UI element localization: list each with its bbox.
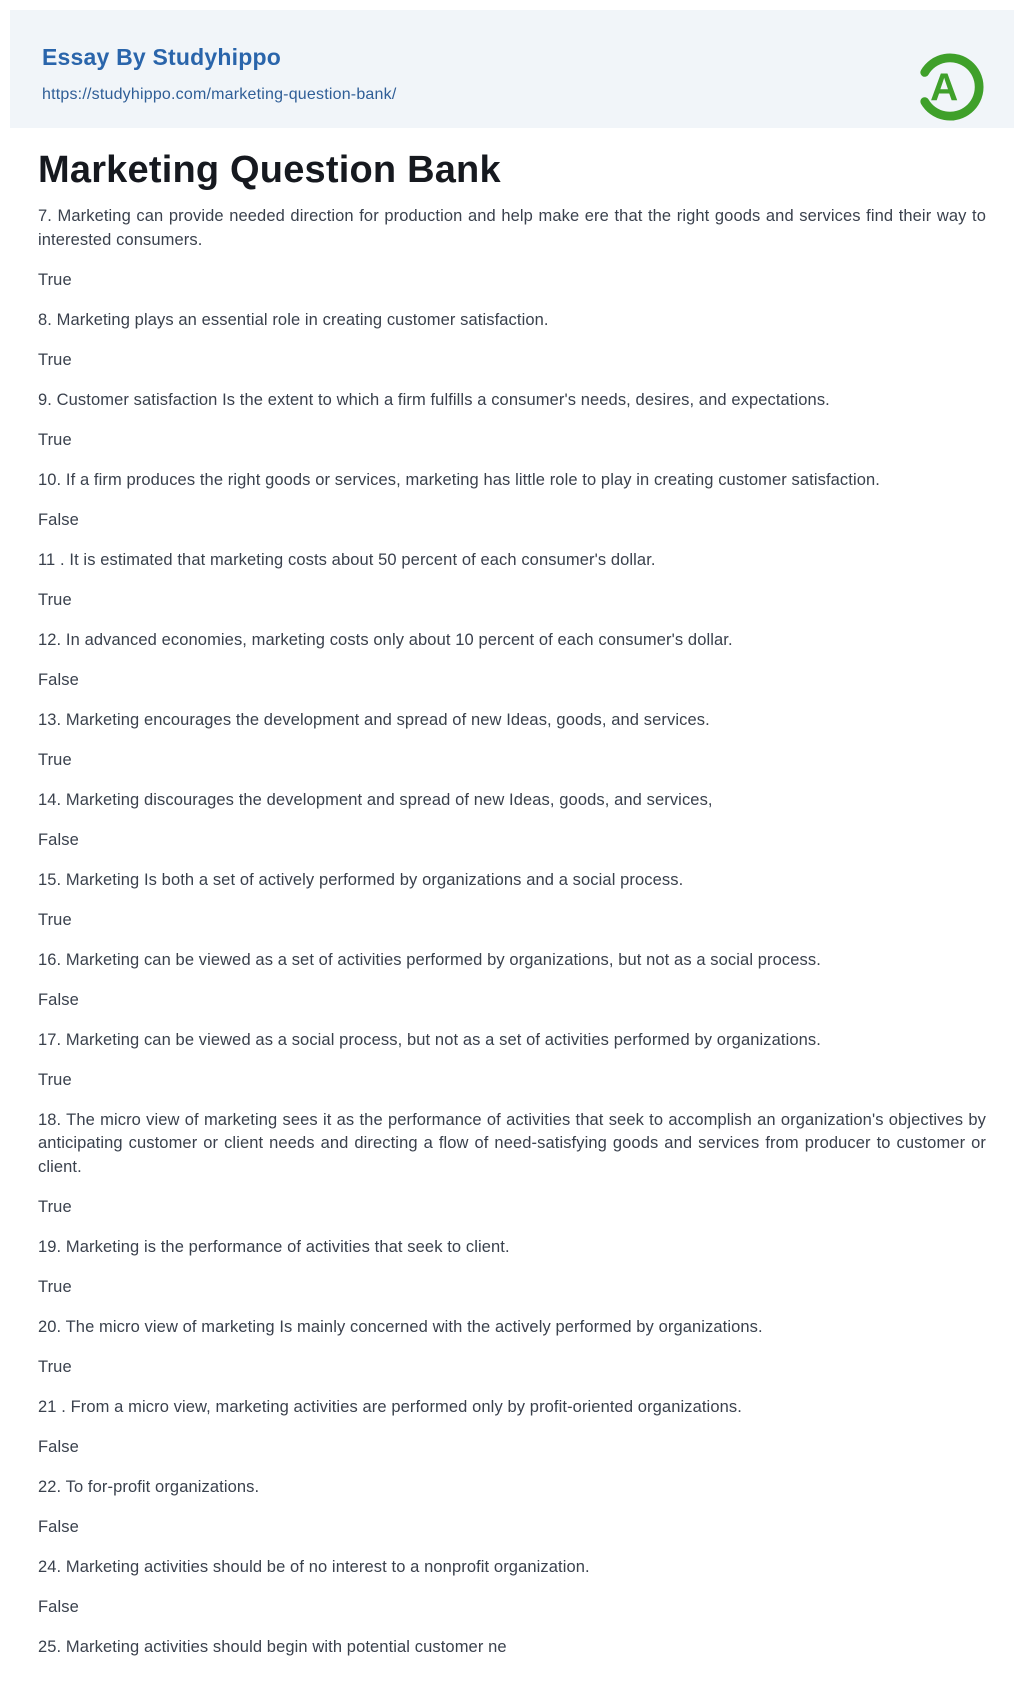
qa-list (38, 205, 986, 1659)
question-text: 16. Marketing can be viewed as a set of activities performed by organizations, but not as a social process. (38, 950, 821, 969)
question-text: 22. To for-profit organizations. (38, 1477, 260, 1496)
answer-text: False (38, 1437, 79, 1456)
answer-text: True (38, 1070, 72, 1089)
site-title-link[interactable]: Essay By Studyhippo (42, 44, 281, 70)
answer-text: False (38, 830, 79, 849)
site-header (10, 10, 1014, 128)
question-text: 24. Marketing activities should be of no interest to a nonprofit organization. (38, 1557, 590, 1576)
question-text: 10. If a firm produces the right goods or services, marketing has little role to play in creating customer satisfaction. (38, 470, 880, 489)
answer-text: True (38, 1197, 72, 1216)
header-text-block (42, 44, 396, 104)
answer-text: True (38, 750, 72, 769)
question-text: 8. Marketing plays an essential role in creating customer satisfaction. (38, 310, 549, 329)
answer-text: False (38, 990, 79, 1009)
question-text: 25. Marketing activities should begin with potential customer ne (38, 1637, 507, 1656)
question-text: 20. The micro view of marketing Is mainly concerned with the actively performed by organizations. (38, 1317, 763, 1336)
question-text: 7. Marketing can provide needed direction for production and help make ere that the right goods and services find their way to interested consumers. (38, 207, 986, 249)
question-text: 15. Marketing Is both a set of actively performed by organizations and a social process. (38, 870, 684, 889)
answer-text: True (38, 1277, 72, 1296)
answer-text: False (38, 1517, 79, 1536)
answer-text: True (38, 350, 72, 369)
document-body (0, 148, 1024, 1659)
question-text: 21 . From a micro view, marketing activities are performed only by profit-oriented organizations. (38, 1397, 742, 1416)
question-text: 17. Marketing can be viewed as a social process, but not as a set of activities performed by organizations. (38, 1030, 821, 1049)
answer-text: True (38, 430, 72, 449)
page-url: https://studyhippo.com/marketing-question-bank/ (42, 85, 397, 103)
question-text: 9. Customer satisfaction Is the extent to which a firm fulfills a consumer's needs, desires, and expectations. (38, 390, 830, 409)
answer-text: True (38, 910, 72, 929)
answer-text: True (38, 270, 72, 289)
question-text: 13. Marketing encourages the development and spread of new Ideas, goods, and services. (38, 710, 710, 729)
answer-text: False (38, 670, 79, 689)
question-text: 18. The micro view of marketing sees it as the performance of activities that seek to accomplish an organization's objectives by anticipating customer or client needs and directing a flow of need-satisfying goods and services from producer to customer or client. (38, 1110, 986, 1176)
logo-letter: A (930, 66, 959, 110)
answer-text: False (38, 1597, 79, 1616)
page-title: Marketing Question Bank (38, 149, 501, 191)
question-text: 12. In advanced economies, marketing costs only about 10 percent of each consumer's dollar. (38, 630, 733, 649)
answer-text: True (38, 1357, 72, 1376)
answer-text: False (38, 510, 79, 529)
answer-text: True (38, 590, 72, 609)
question-text: 14. Marketing discourages the development and spread of new Ideas, goods, and services, (38, 790, 713, 809)
question-text: 11 . It is estimated that marketing costs about 50 percent of each consumer's dollar. (38, 550, 656, 569)
studyhippo-logo-icon (915, 52, 985, 122)
question-text: 19. Marketing is the performance of activities that seek to client. (38, 1237, 510, 1256)
